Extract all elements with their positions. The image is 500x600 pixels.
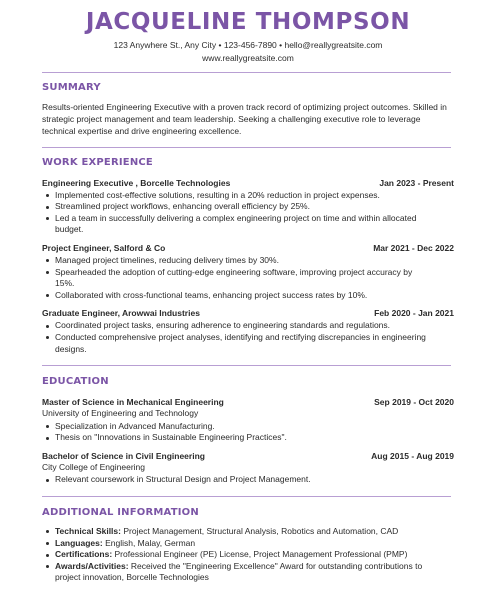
job-entry — [42, 242, 454, 301]
job-role: Project Engineer, Salford & Co — [42, 242, 166, 253]
list-item — [42, 538, 454, 550]
divider — [42, 72, 451, 73]
education-dates: Sep 2019 - Oct 2020 — [374, 397, 454, 408]
section-title: WORK EXPERIENCE — [42, 156, 153, 168]
summary-section — [42, 81, 454, 138]
job-entry — [42, 307, 454, 355]
contact-line: 123 Anywhere St., Any City • 123-456-7890 • hello@reallygreatsite.com — [113, 40, 383, 50]
resume-header — [42, 0, 454, 65]
education-section — [42, 375, 454, 486]
job-entry — [42, 177, 454, 236]
list-item: Specialization in Advanced Manufacturing. — [42, 421, 454, 433]
job-role: Engineering Executive , Borcelle Technologies — [42, 177, 231, 188]
education-header — [42, 450, 454, 462]
job-role: Graduate Engineer, Arowwai Industries — [42, 308, 200, 319]
job-bullets — [42, 255, 454, 301]
list-item — [42, 561, 454, 584]
summary-text: Results-oriented Engineering Executive with a proven track record of optimizing project outcomes. Skilled in strategic project management and team leadership. Seeking a challenging executive role to leverage technical expertise and drive engineering excellence. — [42, 102, 447, 137]
school-name: University of Engineering and Technology — [42, 408, 199, 419]
item-text: Project Management, Structural Analysis, Robotics and Automation, CAD — [120, 525, 399, 536]
education-bullets — [42, 421, 454, 444]
section-title: SUMMARY — [42, 82, 101, 93]
item-label: Awards/Activities: — [55, 560, 129, 571]
list-item: Led a team in successfully delivering a complex engineering project on time and within allocated budget. — [42, 213, 454, 236]
list-item: Managed project timelines, reducing delivery times by 30%. — [42, 255, 454, 267]
item-text: English, Malay, German — [102, 537, 196, 548]
section-title: ADDITIONAL INFORMATION — [42, 506, 199, 518]
item-label: Certifications: — [55, 549, 113, 560]
list-item — [42, 549, 454, 561]
job-bullets — [42, 190, 454, 236]
list-item: Spearheaded the adoption of cutting-edge engineering software, improving project accuracy by 15%. — [42, 267, 454, 290]
item-text: Received the "Engineering Excellence" Award for outstanding contributions to project innovation, Borcelle Technologies — [55, 560, 423, 583]
additional-bullets — [42, 526, 454, 584]
website-line: www.reallygreatsite.com — [202, 53, 294, 63]
degree: Bachelor of Science in Civil Engineering — [42, 450, 205, 461]
education-dates: Aug 2015 - Aug 2019 — [371, 450, 454, 461]
degree: Master of Science in Mechanical Engineering — [42, 397, 224, 408]
job-dates: Feb 2020 - Jan 2021 — [374, 308, 454, 319]
list-item: Streamlined project workflows, enhancing overall efficiency by 25%. — [42, 201, 454, 213]
list-item: Collaborated with cross-functional teams, enhancing project success rates by 10%. — [42, 290, 454, 302]
job-dates: Jan 2023 - Present — [379, 177, 454, 188]
divider — [42, 147, 451, 148]
additional-section — [42, 506, 454, 584]
job-bullets — [42, 320, 454, 355]
education-entry — [42, 396, 454, 444]
divider — [42, 496, 451, 497]
list-item — [42, 526, 454, 538]
list-item: Conducted comprehensive project analyses, identifying and rectifying discrepancies in engineering designs. — [42, 332, 454, 355]
education-entry — [42, 450, 454, 486]
job-header — [42, 242, 454, 254]
item-label: Technical Skills: — [55, 525, 121, 536]
school-name: City College of Engineering — [42, 461, 146, 472]
list-item: Implemented cost-effective solutions, resulting in a 20% reduction in project expenses. — [42, 190, 454, 202]
job-header — [42, 177, 454, 189]
section-title: EDUCATION — [42, 376, 109, 388]
job-header — [42, 307, 454, 319]
list-item: Coordinated project tasks, ensuring adherence to engineering standards and regulations. — [42, 320, 454, 332]
candidate-name: JACQUELINE THOMPSON — [85, 9, 411, 35]
item-text: Professional Engineer (PE) License, Project Management Professional (PMP) — [112, 549, 408, 560]
education-bullets — [42, 474, 454, 486]
experience-section — [42, 156, 454, 356]
list-item: Relevant coursework in Structural Design and Project Management. — [42, 474, 454, 486]
divider — [42, 365, 451, 366]
list-item: Thesis on "Innovations in Sustainable Engineering Practices". — [42, 432, 454, 444]
job-dates: Mar 2021 - Dec 2022 — [373, 242, 454, 253]
item-label: Languages: — [55, 537, 103, 548]
education-header — [42, 396, 454, 408]
